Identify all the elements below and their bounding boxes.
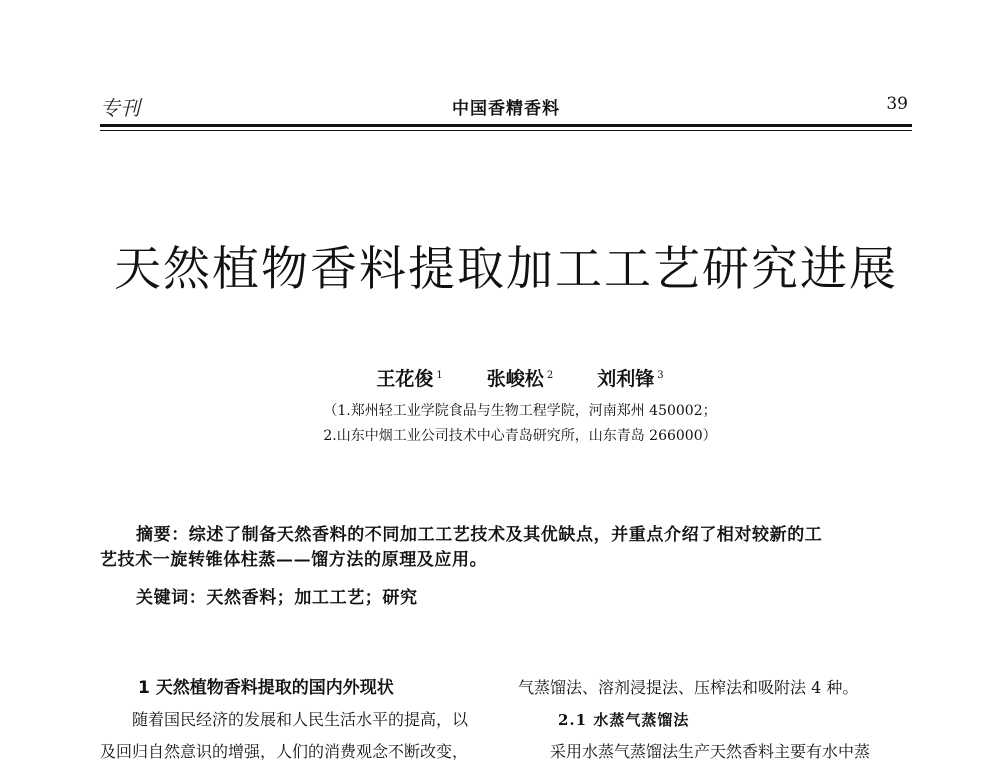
body-text-line: 及回归自然意识的增强，人们的消费观念不断改变， — [100, 742, 469, 760]
author — [487, 364, 553, 391]
subsection-heading: 2.1 水蒸气蒸馏法 — [558, 711, 690, 729]
abstract — [100, 523, 914, 573]
section-heading: 1 天然植物香料提取的国内外现状 — [138, 678, 394, 698]
author-name: 王花俊 — [376, 368, 434, 390]
body-text-line: 气蒸馏法、溶剂浸提法、压榨法和吸附法 4 种。 — [518, 678, 859, 697]
affiliation-line: （1.郑州轻工业学院食品与生物工程学院，河南郑州 450002； — [323, 403, 717, 419]
header-rule-thin — [100, 130, 912, 131]
running-header — [100, 92, 912, 120]
author-affiliation-marker: 1 — [436, 369, 443, 381]
paper-title: 天然植物香料提取加工工艺研究进展 — [114, 242, 898, 297]
page-number: 39 — [886, 94, 908, 114]
author-list — [300, 364, 740, 391]
keywords: 关键词：天然香料；加工工艺；研究 — [136, 588, 418, 608]
body-column-left — [100, 672, 500, 760]
abstract-line: 艺技术一旋转锥体柱蒸——馏方法的原理及应用。 — [100, 550, 488, 570]
header-rule-thick — [100, 124, 912, 127]
journal-name: 中国香精香料 — [452, 99, 560, 119]
author-affiliation-marker: 2 — [546, 369, 554, 381]
author-name: 刘利锋 — [597, 368, 655, 390]
author — [376, 364, 442, 391]
affiliation-line: 2.山东中烟工业公司技术中心青岛研究所，山东青岛 266000） — [323, 428, 717, 444]
journal-section-label: 专刊 — [100, 96, 140, 120]
author — [597, 364, 663, 391]
body-column-right — [518, 672, 918, 760]
author-name: 张峻松 — [486, 368, 544, 390]
abstract-line: 摘要：综述了制备天然香料的不同加工工艺技术及其优缺点，并重点介绍了相对较新的工 — [136, 525, 823, 545]
author-affiliation-marker: 3 — [657, 369, 664, 381]
body-text-line: 随着国民经济的发展和人民生活水平的提高，以 — [132, 710, 469, 729]
body-text-line: 采用水蒸气蒸馏法生产天然香料主要有水中蒸 — [550, 742, 871, 760]
